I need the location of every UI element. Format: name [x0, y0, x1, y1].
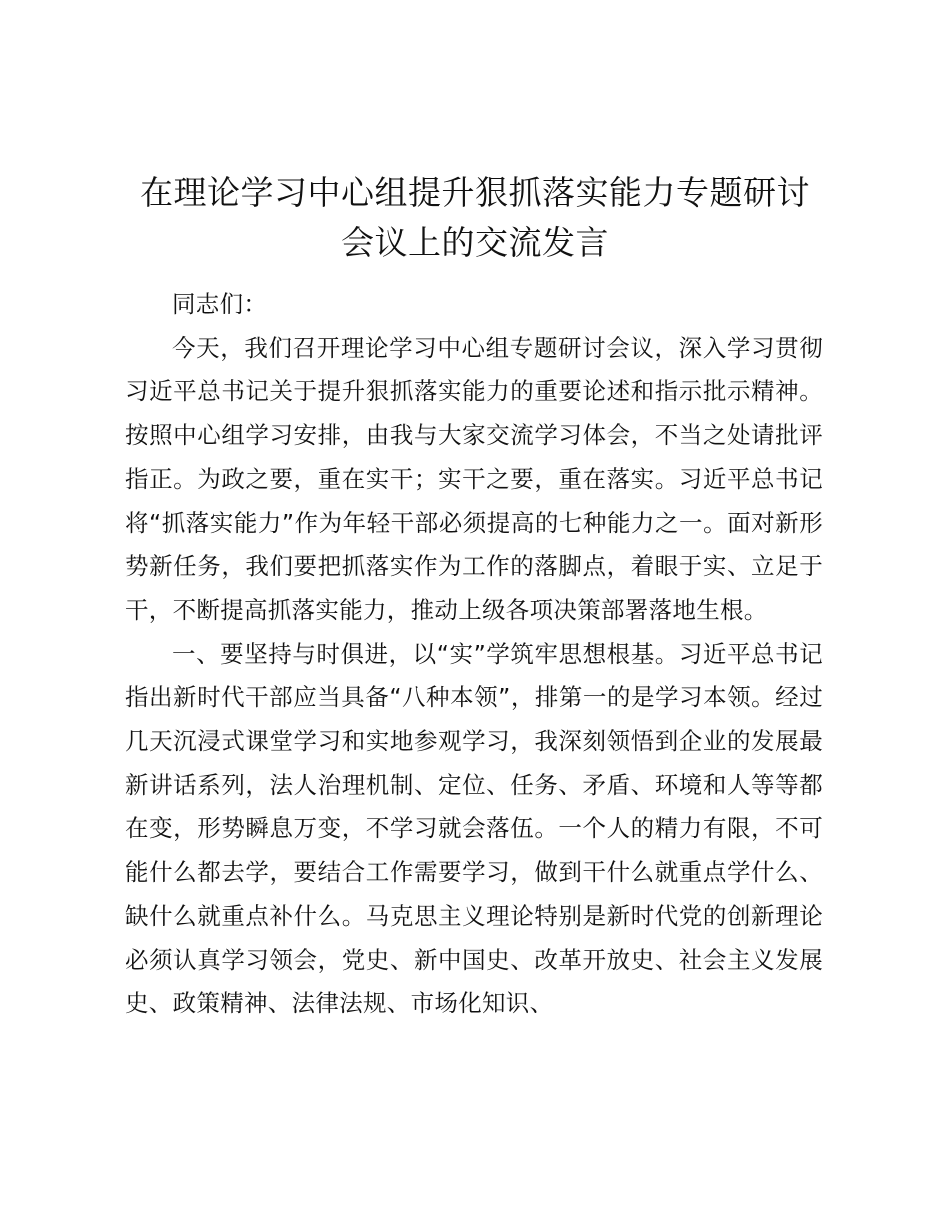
- title-line-2: 会议上的交流发言: [341, 223, 609, 262]
- document-body: [125, 283, 823, 1026]
- title-line-1: 在理论学习中心组提升狠抓落实能力专题研讨: [140, 173, 810, 212]
- document-title: [120, 168, 830, 268]
- paragraph-section-one: 一、要坚持与时俱进，以“实”学筑牢思想根基。习近平总书记指出新时代干部应当具备“八种本领”，排第一的是学习本领。经过几天沉浸式课堂学习和实地参观学习，我深刻领悟到企业的发展最新讲话系列，法人治理机制、定位、任务、矛盾、环境和人等等都在变，形势瞬息万变，不学习就会落伍。一个人的精力有限，不可能什么都去学，要结合工作需要学习，做到干什么就重点学什么、缺什么就重点补什么。马克思主义理论特别是新时代党的创新理论必须认真学习领会，党史、新中国史、改革开放史、社会主义发展史、政策精神、法律法规、市场化知识、: [125, 639, 823, 1018]
- salutation: 同志们：: [172, 290, 268, 318]
- paragraph-intro: 今天，我们召开理论学习中心组专题研讨会议，深入学习贯彻习近平总书记关于提升狠抓落实能力的重要论述和指示批示精神。按照中心组学习安排，由我与大家交流学习体会，不当之处请批评指正。为政之要，重在实干；实干之要，重在落实。习近平总书记将“抓落实能力”作为年轻干部必须提高的七种能力之一。面对新形势新任务，我们要把抓落实作为工作的落脚点，着眼于实、立足于干，不断提高抓落实能力，推动上级各项决策部署落地生根。: [125, 333, 823, 624]
